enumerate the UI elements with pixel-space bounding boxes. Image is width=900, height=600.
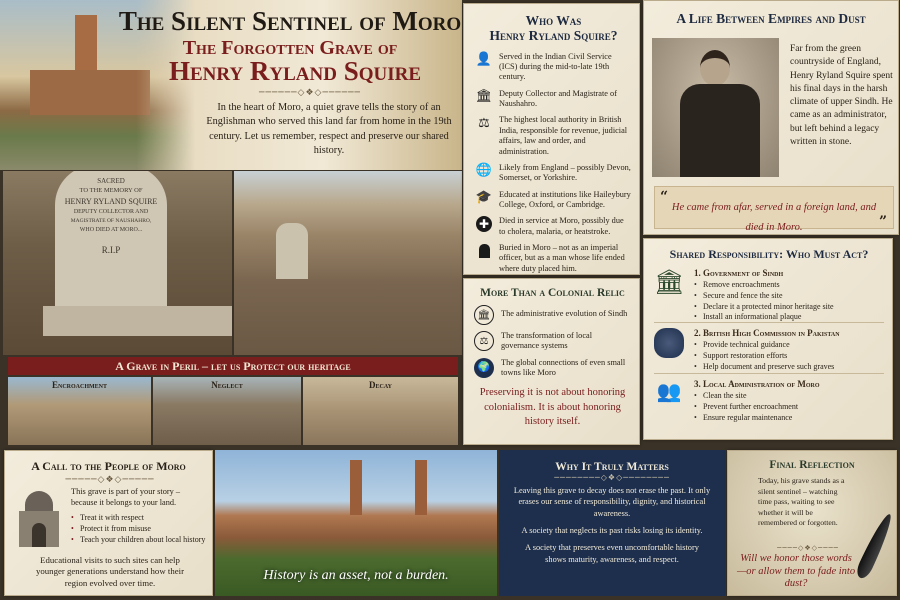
relic-text: The transformation of local governance systems [501, 331, 593, 351]
ornament-divider: ────────◇❖◇──────── [554, 473, 670, 482]
open-quote-icon: “ [660, 189, 669, 205]
final-text: Today, his grave stands as a silent sentinel – watching time pass, waiting to see whether it will be remembered or forgotten. [758, 476, 845, 528]
action-item: • Support restoration efforts [694, 351, 840, 362]
action-item: • Declare it a protected minor heritage site [694, 302, 834, 313]
globe-icon: 🌍 [474, 358, 494, 378]
group-british-high-commission [654, 323, 884, 374]
call-item: • Protect it from misuse [71, 524, 216, 535]
building-icon: 🏛 [474, 305, 494, 325]
encroachment-photo [8, 377, 151, 445]
call-item: • Teach your children about local history [71, 535, 216, 546]
group-heading: 3. Local Administration of Moro [694, 379, 820, 389]
person-icon: 👤 [475, 52, 493, 68]
inscription: MAGISTRATE OF NAUSHAHRO, [70, 218, 152, 224]
page-title: The Silent Sentinel of Moro [118, 6, 462, 36]
action-list [694, 340, 840, 372]
final-reflection-card [727, 450, 897, 596]
portrait-head [700, 50, 730, 86]
call-list [71, 513, 216, 545]
final-question: Will we honor those words—or allow them to fade into dust? [736, 553, 856, 590]
quote-text: He came from afar, served in a foreign land, and died in Moro. [671, 202, 877, 233]
grave-wide-photo [234, 171, 462, 355]
title-line: Henry Ryland Squire? [489, 27, 618, 43]
tower-left [350, 460, 362, 515]
why-para: A society that neglects its past risks losing its identity. [521, 526, 703, 536]
building [30, 70, 150, 115]
caption-neglect: Neglect [211, 380, 243, 390]
relic-card [463, 278, 640, 445]
heritage-building-photo [215, 450, 497, 596]
fact-text: Deputy Collector and Magistrate of Naushahro. [499, 88, 617, 109]
government-building-icon: 🏛 [654, 268, 685, 296]
call-item: • Treat it with respect [71, 513, 216, 524]
fact-text: Educated at institutions like Haileybury College, Oxford, or Cambridge. [499, 189, 631, 209]
life-title: A Life Between Empires and Dust [676, 11, 866, 26]
action-item: • Remove encroachments [694, 280, 834, 291]
why-card [499, 450, 725, 596]
group-heading: 1. Government of Sindh [694, 268, 784, 278]
action-list [694, 280, 834, 323]
inscription: SACRED [97, 177, 125, 185]
action-item: • Clean the site [694, 391, 819, 402]
neglect-photo [153, 377, 301, 445]
final-title: Final Reflection [769, 459, 855, 471]
gravestone [55, 171, 167, 310]
group-government [654, 268, 884, 323]
fact-text: Buried in Moro – not as an imperial officer, but as a man whose life ended where duty placed him. [499, 243, 625, 273]
life-card [643, 0, 899, 235]
globe-icon: 🌐 [475, 163, 493, 179]
inscription: DEPUTY COLLECTOR AND [73, 209, 149, 215]
small-gravestone [276, 223, 308, 279]
medical-cross-icon: ✚ [476, 216, 492, 232]
why-para: Leaving this grave to decay does not erase the past. It only erases our sense of responsibility, dignity, and historical awareness. [513, 486, 711, 518]
portrait-photo [652, 38, 779, 177]
action-item: • Help document and preserve such graves [694, 362, 840, 373]
fact-text: Served in the Indian Civil Service (ICS) during the mid-to-late 19th century. [499, 51, 612, 82]
scales-icon: ⚖ [478, 115, 490, 131]
ornament-divider: ──────◇❖◇────── [259, 88, 361, 98]
intro-text: In the heart of Moro, a quiet grave tells the story of an Englishman who served this land far from home in the 19th century. Let us remember, respect and preserve our shared history. [206, 102, 452, 157]
action-list [694, 391, 819, 423]
why-title: Why It Truly Matters [555, 461, 669, 473]
call-intro: This grave is part of your story – because it belongs to your land. [71, 487, 180, 507]
building-icon: 🏛 [475, 89, 493, 105]
action-item: • Ensure regular maintenance [694, 413, 819, 424]
call-card [4, 450, 213, 596]
call-note: Educational visits to such sites can help younger generations understand how their region evolved over time. [35, 555, 185, 588]
people-group-icon: 👥 [656, 379, 682, 403]
action-item: • Secure and fence the site [694, 291, 834, 302]
action-item: • Prevent further encroachment [694, 402, 819, 413]
relic-text: The administrative evolution of Sindh [501, 309, 628, 318]
quill-feather-icon [854, 511, 896, 580]
decay-photo [303, 377, 458, 445]
close-quote-icon: ” [878, 214, 887, 230]
relic-text: The global connections of even small towns like Moro [501, 357, 626, 378]
gravestone-icon [476, 243, 492, 259]
peril-banner: A Grave in Peril – let us Protect our heritage [8, 357, 458, 375]
life-text: Far from the green countryside of England, Henry Ryland Squire spent his final days in the harsh climate of upper Sindh. He came as an administrator, but left behind a legacy written in stone. [790, 44, 893, 148]
who-was-card [463, 3, 640, 275]
relic-note: Preserving it is not about honoring colonialism. It is about honoring history itself. [479, 387, 626, 427]
relic-title: More Than a Colonial Relic [480, 287, 625, 299]
ornament-divider: ────◇❖◇──── [777, 544, 839, 552]
tower-right [415, 460, 427, 515]
subject-name: Henry Ryland Squire [168, 56, 422, 86]
grave-border [43, 306, 232, 336]
quote-box [654, 186, 894, 233]
call-title: A Call to the People of Moro [31, 459, 186, 473]
ornament-divider: ─────◇❖◇───── [65, 475, 155, 485]
group-local-administration [654, 374, 884, 423]
inscription: WHO DIED AT MORO... [79, 227, 143, 233]
scales-icon: ⚖ [474, 331, 494, 351]
why-para: A society that preserves even uncomfortable history shows maturity, awareness, and respect. [525, 543, 699, 564]
inscription: TO THE MEMORY OF [79, 187, 143, 194]
gravestone-closeup-photo [3, 171, 232, 355]
royal-coat-of-arms-icon [654, 328, 684, 358]
header [0, 0, 462, 170]
fact-text: The highest local authority in British India, responsible for revenue, judicial affairs, law and order, and administration. [499, 115, 628, 156]
group-heading: 2. British High Commission in Pakistan [694, 328, 840, 338]
who-was-title [476, 14, 631, 44]
graduation-cap-icon: 🎓 [475, 190, 493, 206]
fact-text: Likely from England – possibly Devon, Somerset, or Yorkshire. [499, 162, 631, 183]
inscription: HENRY RYLAND SQUIRE [64, 197, 158, 206]
action-item: • Install an informational plaque [694, 312, 834, 323]
subtitle: The Forgotten Grave of [182, 37, 398, 59]
photo-caption: History is an asset, not a burden. [263, 568, 449, 583]
shared-responsibility-card [643, 238, 893, 440]
title-line: Who Was [525, 13, 582, 28]
mausoleum-icon [15, 491, 63, 549]
shared-title: Shared Responsibility: Who Must Act? [669, 247, 869, 261]
caption-decay: Decay [369, 380, 392, 390]
action-item: • Provide technical guidance [694, 340, 840, 351]
portrait-body [680, 84, 760, 177]
inscription: R.I.P [101, 245, 121, 255]
fact-text: Died in service at Moro, possibly due to cholera, malaria, or heatstroke. [499, 216, 624, 236]
caption-encroachment: Encroachment [51, 380, 107, 390]
